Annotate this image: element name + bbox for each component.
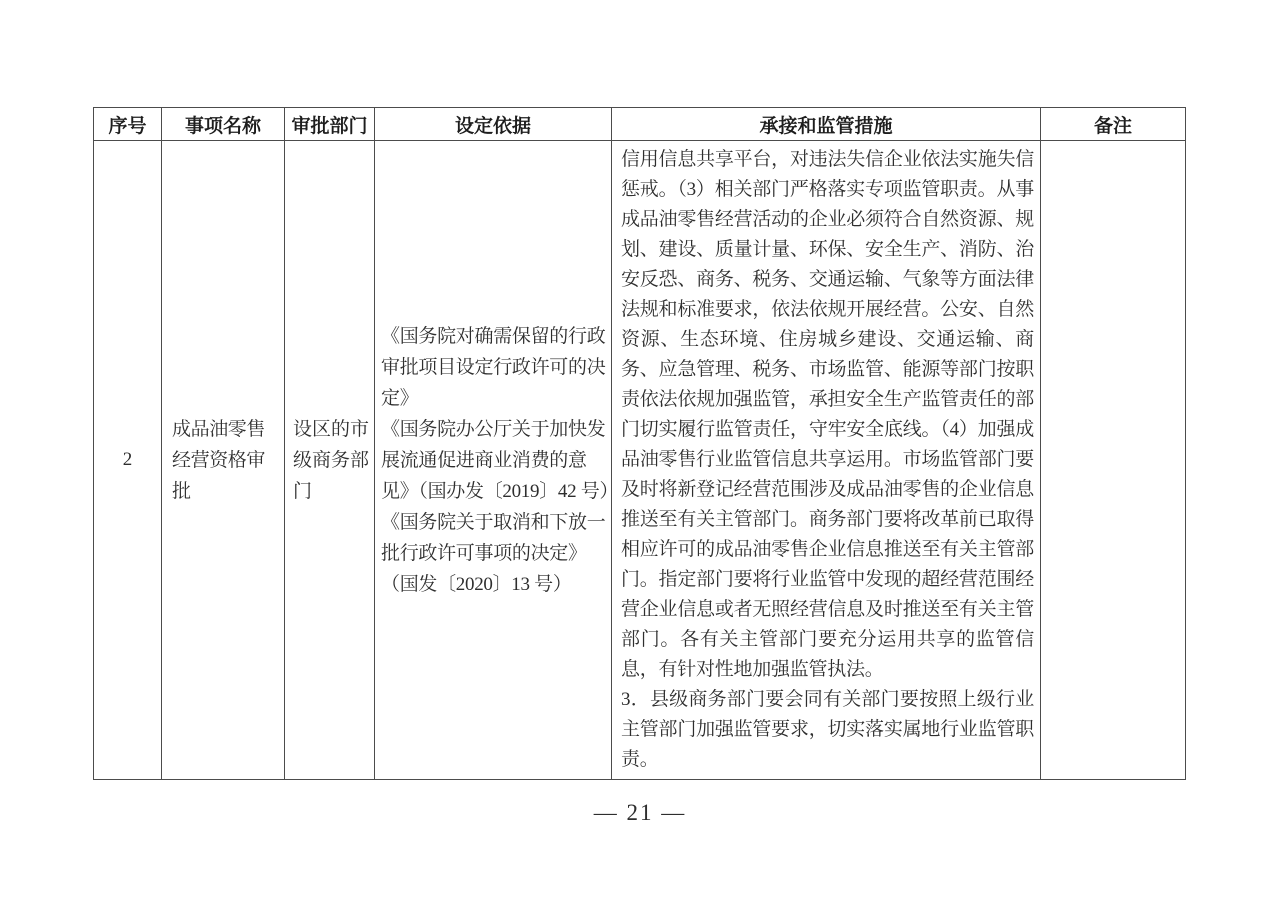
column-header-remark: 备注 xyxy=(1041,108,1186,141)
measures-paragraph: 信用信息共享平台，对违法失信企业依法实施失信惩戒。（3）相关部门严格落实专项监管职责。从事成品油零售经营活动的企业必须符合自然资源、规划、建设、质量计量、环保、安全生产、消防、治安反恐、商务、税务、交通运输、气象等方面法律法规和标准要求，依法依规开展经营。公安、自然资源、生态环境、住房城乡建设、交通运输、商务、应急管理、税务、市场监管、能源等部门按职责依法依规加强监管，承担安全生产监管责任的部门切实履行监管责任，守牢安全底线。（4）加强成品油零售行业监管信息共享运用。市场监管部门要及时将新登记经营范围涉及成品油零售的企业信息推送至有关主管部门。商务部门要将改革前已取得相应许可的成品油零售企业信息推送至有关主管部门。指定部门要将行业监管中发现的超经营范围经营企业信息或者无照经营信息及时推送至有关主管部门。各有关主管部门要充分运用共享的监管信息，有针对性地加强监管执法。 xyxy=(621,149,1034,680)
table-row xyxy=(94,141,1186,780)
legal-basis-item: 《国务院对确需保留的行政审批项目设定行政许可的决定》 xyxy=(381,325,606,409)
cell-legal-basis xyxy=(375,141,619,780)
table-header-row xyxy=(94,108,1186,141)
column-header-item-name: 事项名称 xyxy=(162,108,285,141)
page-number: — 21 — xyxy=(593,800,687,825)
legal-basis-item: 《国务院办公厅关于加快发展流通促进商业消费的意见》（国办发〔2019〕42 号） xyxy=(381,418,619,502)
column-header-measures: 承接和监管措施 xyxy=(612,108,1041,141)
cell-approval-department: 设区的市级商务部门 xyxy=(285,141,375,780)
cell-item-name: 成品油零售经营资格审批 xyxy=(162,141,285,780)
cell-measures xyxy=(612,141,1041,780)
cell-remark xyxy=(1041,141,1186,780)
cell-index: 2 xyxy=(94,141,162,780)
column-header-approval-department: 审批部门 xyxy=(285,108,375,141)
column-header-index: 序号 xyxy=(94,108,162,141)
approval-items-table xyxy=(93,107,1186,780)
legal-basis-item: 《国务院关于取消和下放一批行政许可事项的决定》（国发〔2020〕13 号） xyxy=(381,511,606,595)
column-header-legal-basis: 设定依据 xyxy=(375,108,612,141)
measures-paragraph: 3．县级商务部门要会同有关部门要按照上级行业主管部门加强监管要求，切实落实属地行业监管职责。 xyxy=(621,689,1034,770)
